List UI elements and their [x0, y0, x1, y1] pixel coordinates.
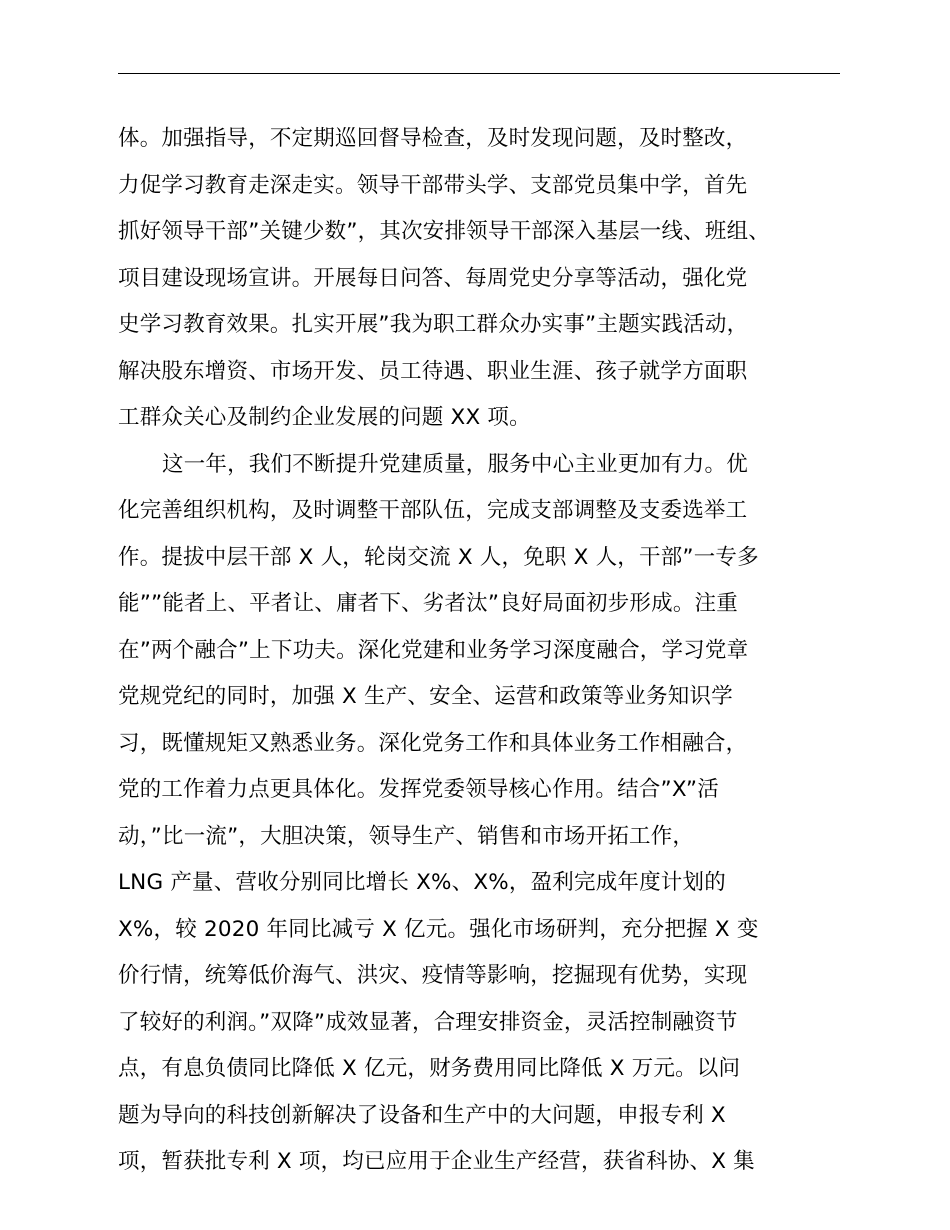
text-line: 价行情，统筹低价海气、洪灾、疫情等影响，挖掘现有优势，实现: [118, 963, 748, 988]
text-line: LNG 产量、营收分别同比增长 X%、X%，盈利完成年度计划的: [118, 870, 726, 895]
text-line: 点，有息负债同比降低 X 亿元，财务费用同比降低 X 万元。以问: [118, 1056, 741, 1081]
text-line: 工群众关心及制约企业发展的问题 XX 项。: [118, 405, 531, 430]
text-line: 项，暂获批专利 X 项，均已应用于企业生产经营，获省科协、X 集: [118, 1149, 755, 1174]
text-line: 化完善组织机构，及时调整干部队伍，完成支部调整及支委选举工: [118, 498, 748, 523]
text-line: 项目建设现场宣讲。开展每日问答、每周党史分享等活动，强化党: [118, 265, 748, 291]
text-line: 题为导向的科技创新解决了设备和生产中的大问题，申报专利 X: [118, 1102, 726, 1128]
text-line: X%，较 2020 年同比减亏 X 亿元。强化市场研判，充分把握 X 变: [118, 916, 759, 942]
text-line: 力促学习教育走深走实。领导干部带头学、支部党员集中学，首先: [118, 172, 748, 198]
text-line: 作。提拔中层干部 X 人，轮岗交流 X 人，免职 X 人，干部”一专多: [118, 544, 759, 570]
text-line: 了较好的利润。”双降”成效显著，合理安排资金，灵活控制融资节: [118, 1009, 738, 1035]
text-line: 体。加强指导，不定期巡回督导检查，及时发现问题，及时整改，: [118, 126, 748, 151]
header-rule: [118, 73, 840, 74]
text-line: 习，既懂规矩又熟悉业务。深化党务工作和具体业务工作相融合，: [118, 730, 748, 756]
text-line: 党规党纪的同时，加强 X 生产、安全、运营和政策等业务知识学: [118, 684, 733, 709]
text-line: 能””能者上、平者让、庸者下、劣者汰”良好局面初步形成。注重: [118, 591, 738, 616]
text-line: 解决股东增资、市场开发、员工待遇、职业生涯、孩子就学方面职: [118, 358, 748, 384]
paragraph-first-line: 这一年，我们不断提升党建质量，服务中心主业更加有力。优: [162, 451, 748, 477]
body-text: [118, 116, 858, 1186]
text-line: 在”两个融合”上下功夫。深化党建和业务学习深度融合，学习党章: [118, 637, 749, 663]
text-line: 史学习教育效果。扎实开展”我为职工群众办实事”主题实践活动，: [118, 312, 749, 337]
text-line: 党的工作着力点更具体化。发挥党委领导核心作用。结合”X”活: [118, 777, 719, 802]
text-line: 抓好领导干部”关键少数”，其次安排领导干部深入基层一线、班组、: [118, 219, 770, 244]
text-line: 动，”比一流”，大胆决策，领导生产、销售和市场开拓工作，: [118, 823, 695, 849]
